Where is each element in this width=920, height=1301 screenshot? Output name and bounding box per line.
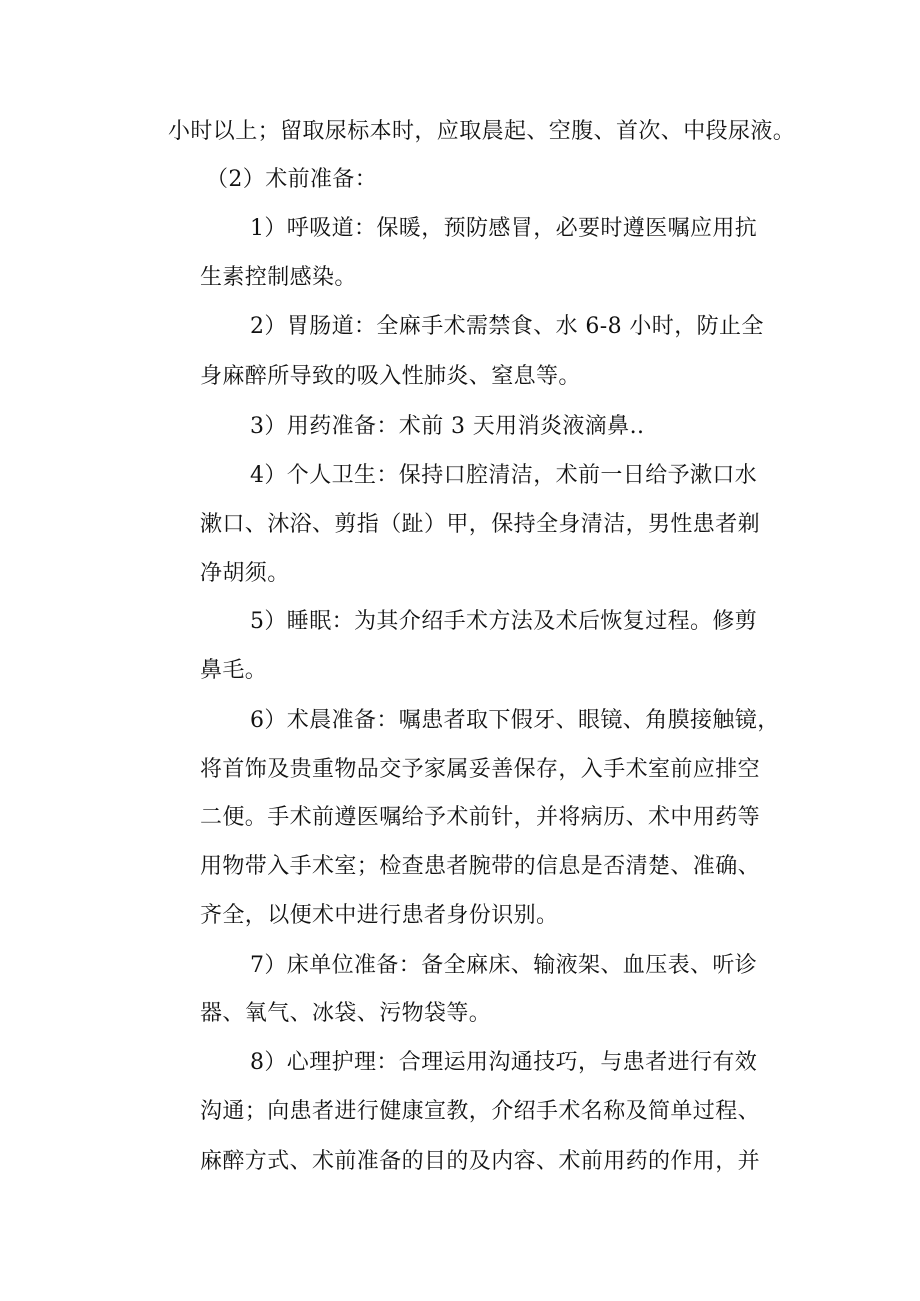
text-line: 6）术晨准备：嘱患者取下假牙、眼镜、角膜接触镜， [250,708,780,733]
text-line: 用物带入手术室；检查患者腕带的信息是否清楚、准确、 [200,854,761,879]
text-line: 沟通；向患者进行健康宣教，介绍手术名称及简单过程、 [200,1099,761,1124]
text-line: 3）用药准备：术前 3 天用消炎液滴鼻.. [250,414,645,439]
text-line: 8）心理护理：合理运用沟通技巧，与患者进行有效 [250,1050,758,1075]
text-line: 漱口、沐浴、剪指（趾）甲，保持全身清洁，男性患者剃 [200,512,761,537]
text-line: 齐全，以便术中进行患者身份识别。 [200,903,559,928]
section-heading: （2）术前准备： [206,167,378,192]
text-line: 二便。手术前遵医嘱给予术前针，并将病历、术中用药等 [200,805,761,830]
text-line: 器、氧气、冰袋、污物袋等。 [200,1001,492,1026]
text-line: 身麻醉所导致的吸入性肺炎、窒息等。 [200,364,581,389]
text-line: 生素控制感染。 [200,265,357,290]
text-line: 2）胃肠道：全麻手术需禁食、水 6-8 小时，防止全 [250,314,764,339]
text-line: 将首饰及贵重物品交予家属妥善保存，入手术室前应排空 [200,757,761,782]
text-line: 麻醉方式、术前准备的目的及内容、术前用药的作用，并 [200,1149,761,1174]
text-line: 净胡须。 [200,561,290,586]
text-line: 4）个人卫生：保持口腔清洁，术前一日给予漱口水 [250,463,758,488]
text-line: 1）呼吸道：保暖，预防感冒，必要时遵医嘱应用抗 [250,216,758,241]
text-line: 鼻毛。 [200,658,268,683]
text-line: 5）睡眠：为其介绍手术方法及术后恢复过程。修剪 [250,609,758,634]
text-line: 7）床单位准备：备全麻床、输液架、血压表、听诊 [250,953,758,978]
text-line: 小时以上；留取尿标本时，应取晨起、空腹、首次、中段尿液。 [168,119,796,144]
